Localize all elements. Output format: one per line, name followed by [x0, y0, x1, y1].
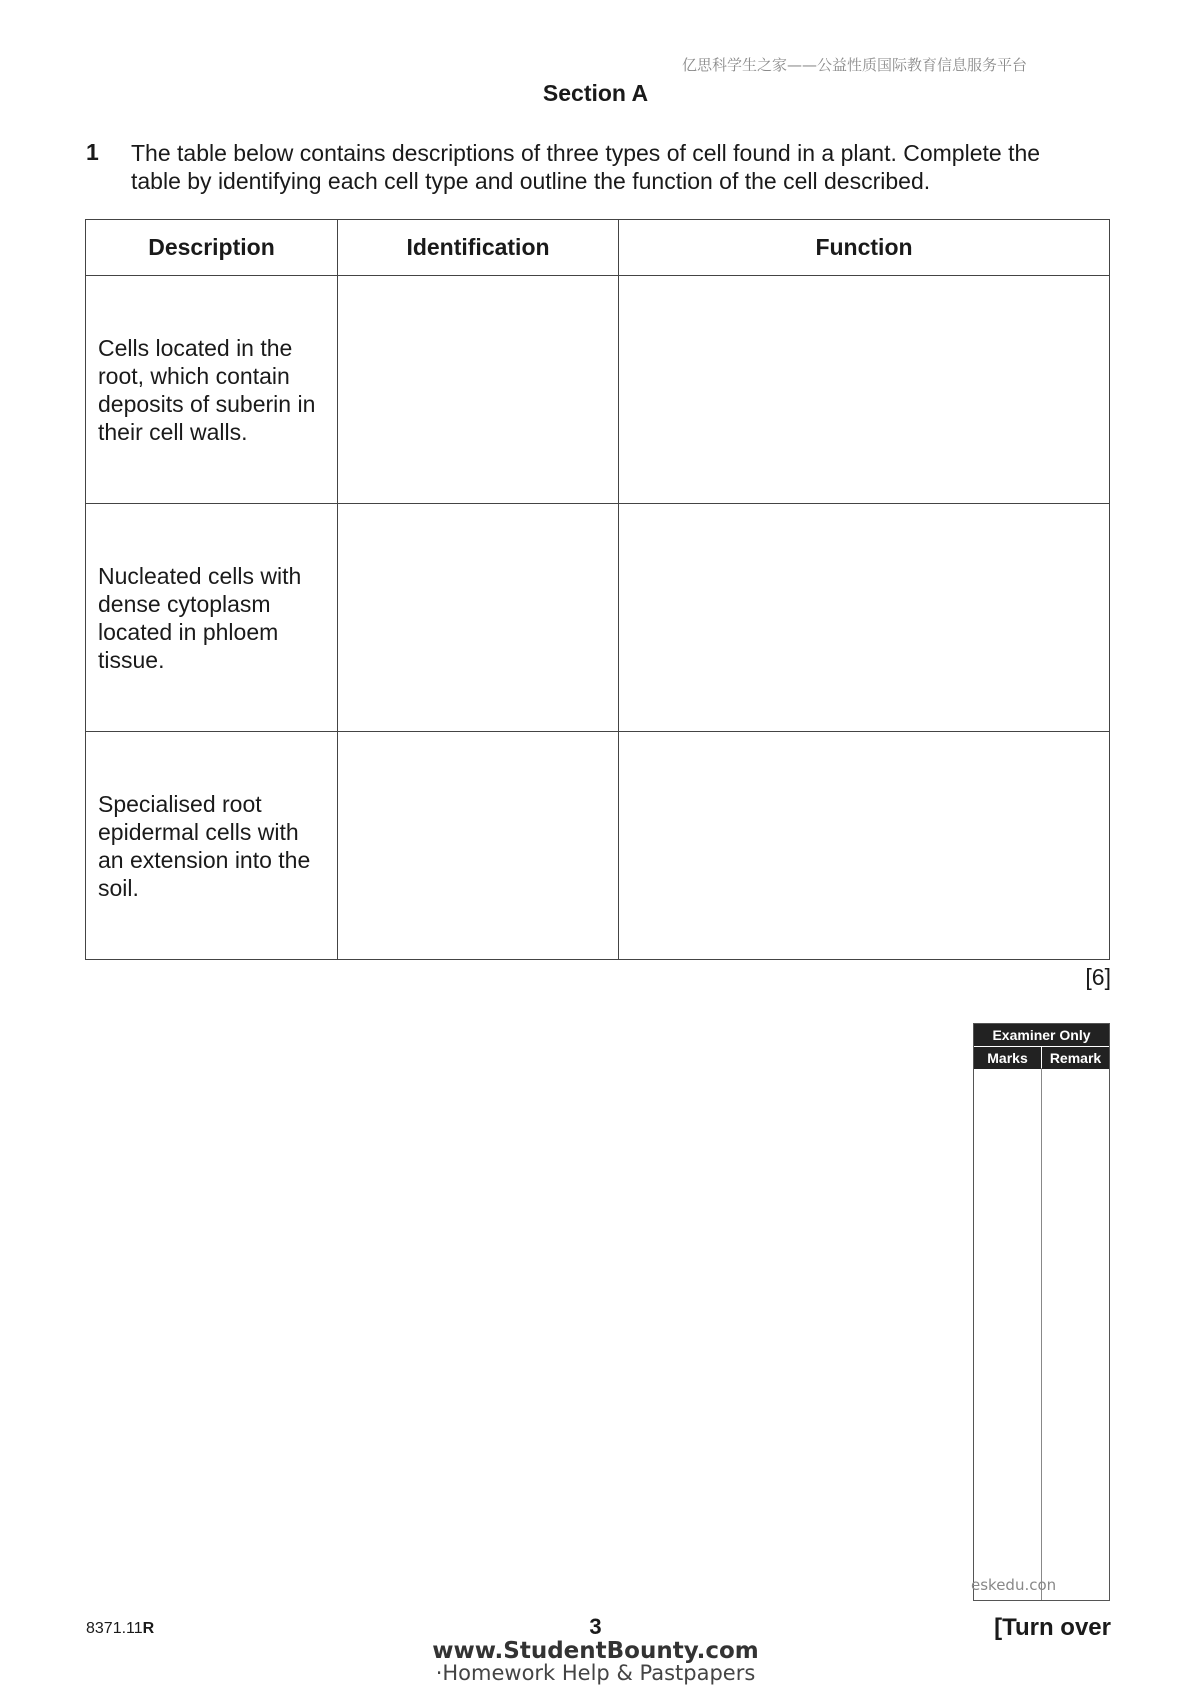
- table-row: [86, 504, 1110, 732]
- paper-code-suffix: R: [142, 1620, 155, 1637]
- header-identification: Identification: [338, 220, 619, 276]
- section-title: Section A: [542, 80, 649, 106]
- function-answer-cell[interactable]: [619, 504, 1110, 732]
- function-answer-cell[interactable]: [619, 276, 1110, 504]
- function-answer-cell[interactable]: [619, 732, 1110, 960]
- studentbounty-logo: [0, 1640, 1191, 1684]
- header-function: Function: [619, 220, 1110, 276]
- cell-type-table: [85, 219, 1110, 960]
- examiner-marks-column: [974, 1068, 1041, 1600]
- paper-code-number: 8371.11: [86, 1620, 143, 1637]
- description-text: Nucleated cells with dense cytoplasm located in phloem tissue.: [98, 562, 302, 673]
- watermark-footer: eskedu.con: [971, 1576, 1057, 1594]
- description-cell: [86, 732, 338, 960]
- studentbounty-url: www.StudentBounty.com: [432, 1638, 759, 1664]
- identification-answer-cell[interactable]: [338, 504, 619, 732]
- header-description: Description: [86, 220, 338, 276]
- examiner-columns: [974, 1068, 1109, 1600]
- examiner-title: Examiner Only: [974, 1024, 1109, 1046]
- identification-answer-cell[interactable]: [338, 732, 619, 960]
- table-header-row: [86, 220, 1110, 276]
- examiner-only-box: [973, 1023, 1110, 1601]
- question-text: The table below contains descriptions of three types of cell found in a plant. Complete the table by identifying each cell type and outline the function of the cell described.: [131, 140, 1041, 194]
- examiner-remark-label: Remark: [1041, 1047, 1109, 1069]
- watermark-header: 亿思科学生之家——公益性质国际教育信息服务平台: [682, 56, 1028, 74]
- marks-total: [6]: [1085, 964, 1111, 990]
- description-text: Cells located in the root, which contain deposits of suberin in their cell walls.: [98, 334, 316, 445]
- description-text: Specialised root epidermal cells with an extension into the soil.: [98, 790, 311, 901]
- table-row: [86, 732, 1110, 960]
- examiner-marks-label: Marks: [974, 1047, 1041, 1069]
- description-cell: [86, 504, 338, 732]
- page-number: 3: [589, 1614, 602, 1639]
- question-number: 1: [86, 139, 99, 165]
- identification-answer-cell[interactable]: [338, 276, 619, 504]
- turn-over-label: [Turn over: [994, 1614, 1111, 1641]
- examiner-subheader: [974, 1046, 1109, 1069]
- description-cell: [86, 276, 338, 504]
- examiner-remark-column: [1041, 1068, 1109, 1600]
- studentbounty-tagline: ·Homework Help & Pastpapers: [435, 1661, 756, 1685]
- table-row: [86, 276, 1110, 504]
